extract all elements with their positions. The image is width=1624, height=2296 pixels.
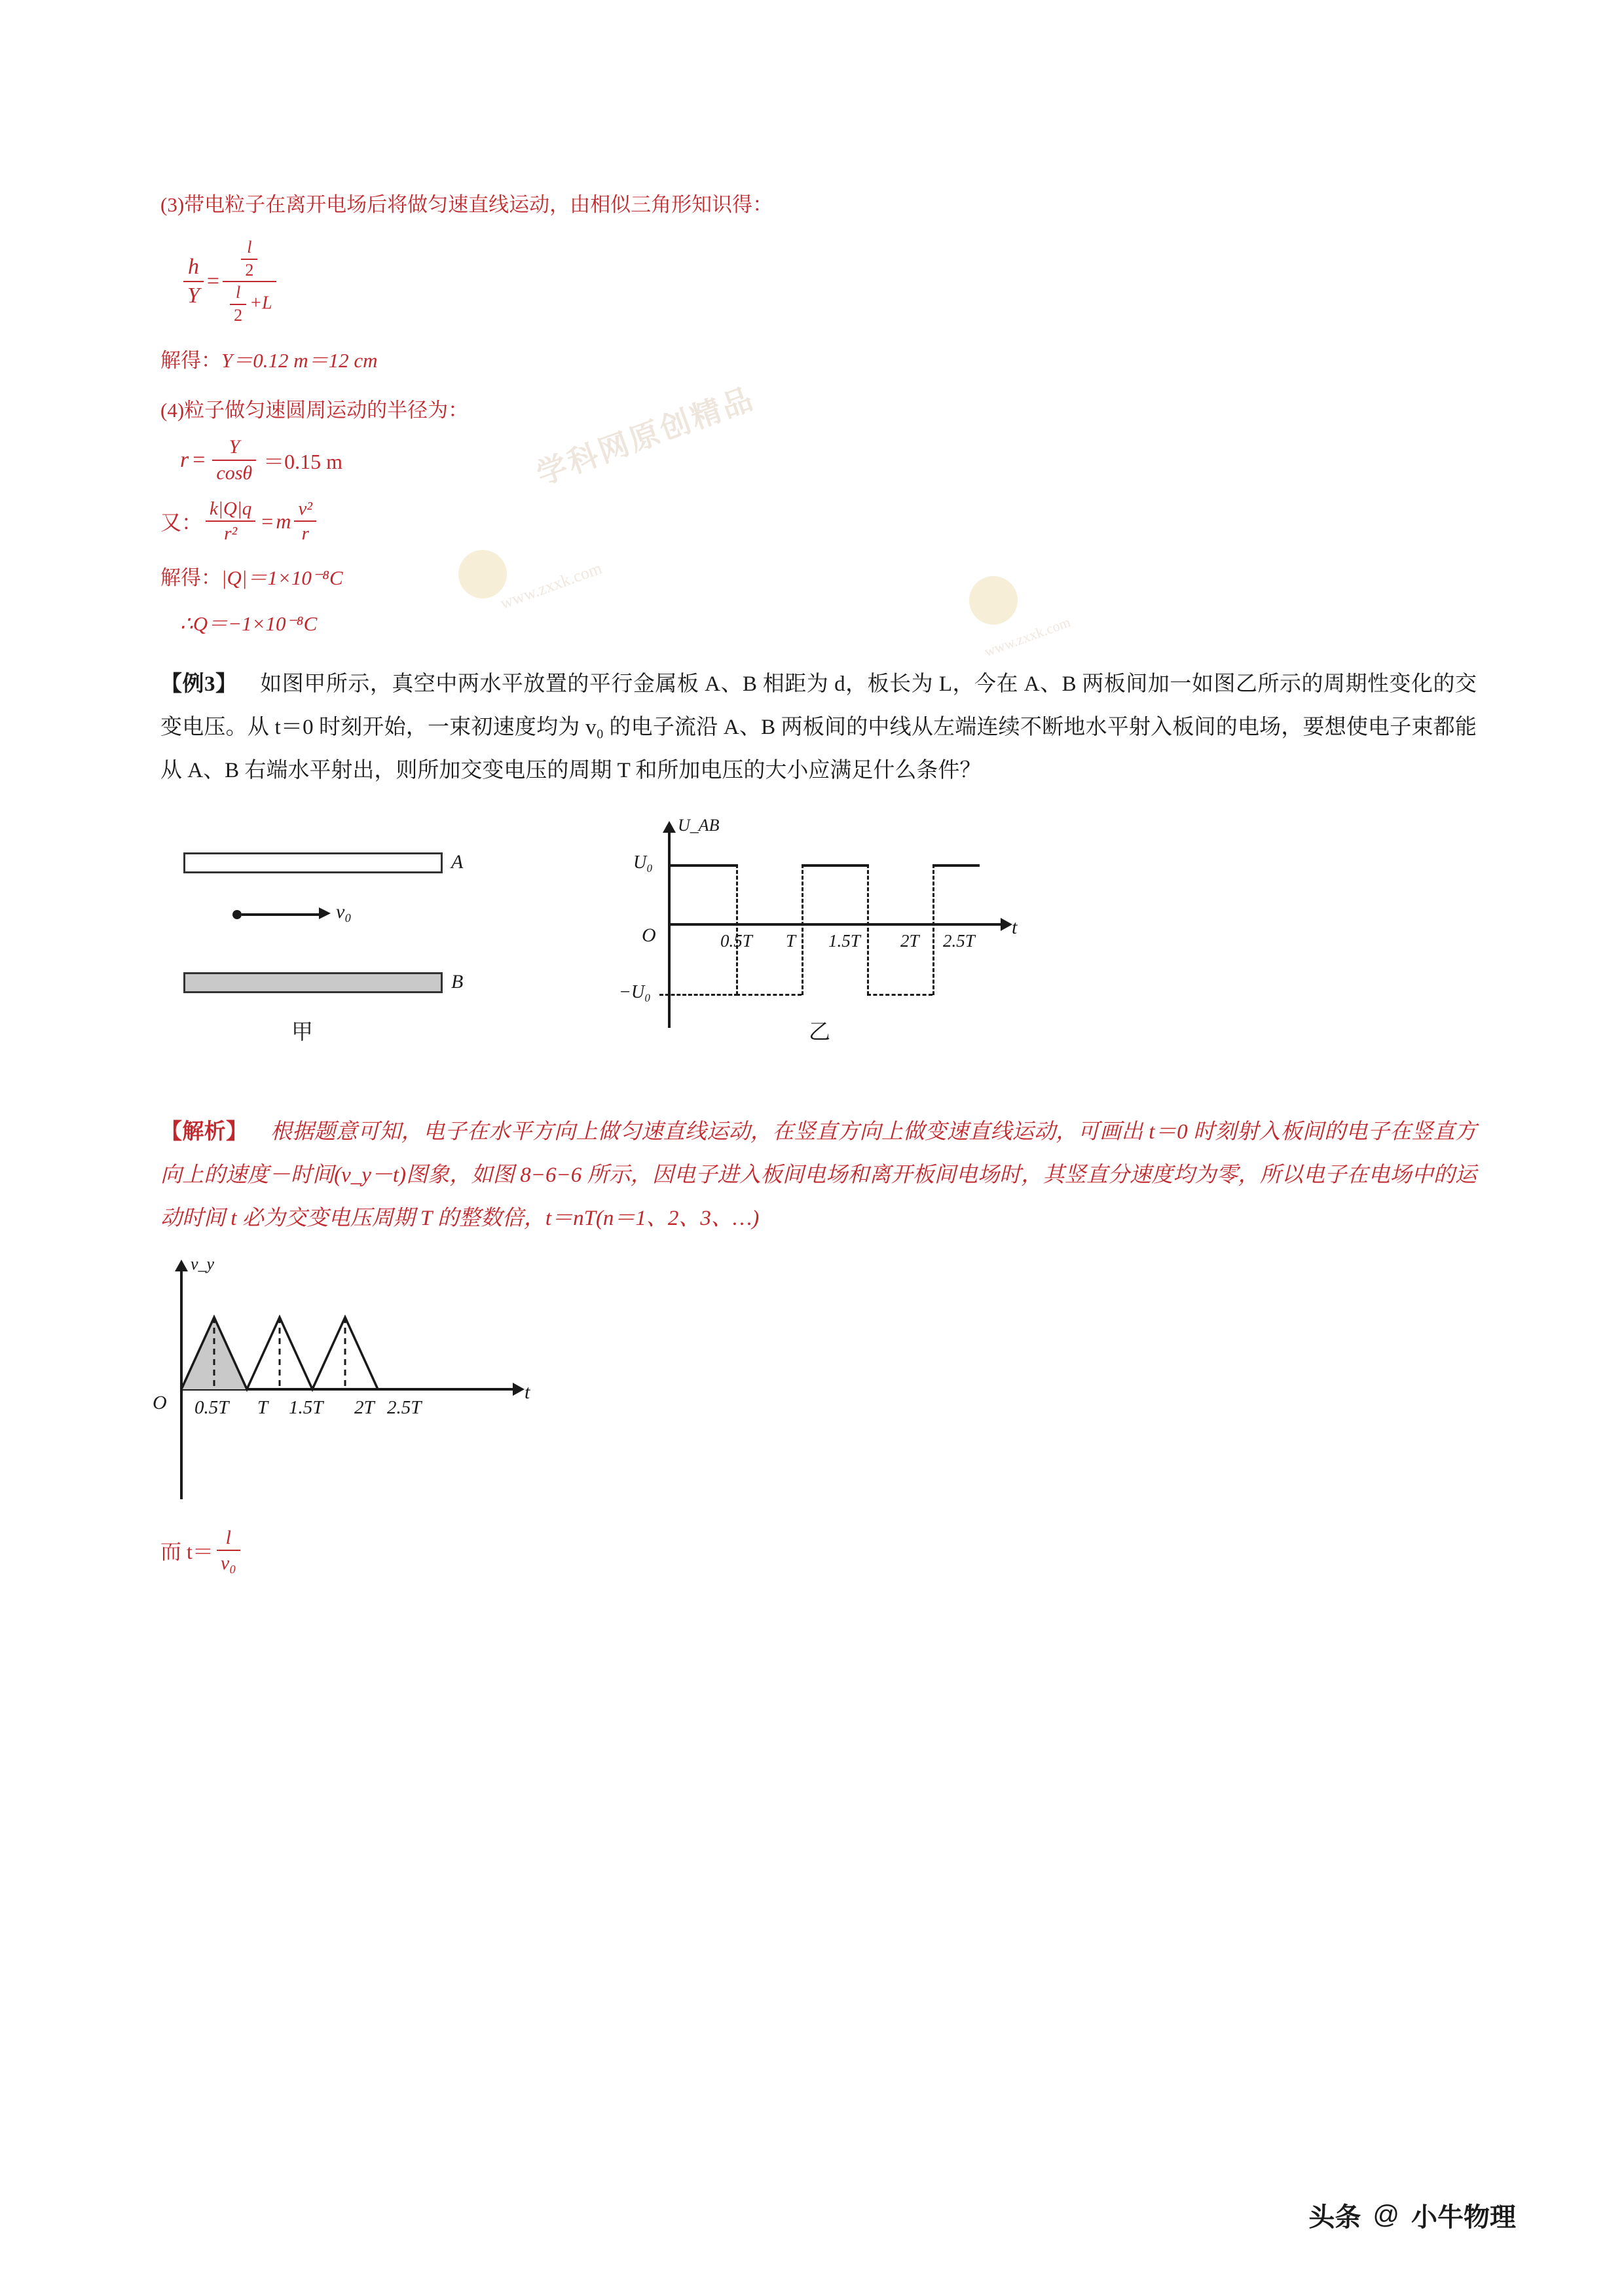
yi-x-axis-label: t (1012, 916, 1018, 938)
wave-high-1 (671, 864, 736, 867)
inner-den (223, 282, 276, 326)
inner-num (223, 237, 276, 282)
vy-origin-label: O (153, 1391, 167, 1413)
u0-guide (668, 864, 672, 866)
watermark-url: www.zxxk.com (982, 613, 1073, 660)
vy-y-axis-label: v_y (191, 1254, 215, 1273)
figure-jia-yi (160, 815, 1477, 1080)
footer-brand: 头条 (1308, 2203, 1361, 2232)
watermark-text: 学科网原创精品 (532, 381, 760, 492)
wave-edge-3 (867, 864, 869, 995)
r-den2: r (301, 523, 309, 545)
r-value: ＝0.15 m (263, 449, 343, 473)
r-num: Y (212, 435, 256, 461)
solution-3-equation (180, 237, 1477, 326)
figure-vy-t (153, 1254, 1477, 1512)
vy-tick-3: 2T (354, 1396, 375, 1418)
final-den: v₀ (220, 1552, 236, 1574)
frac-h: h (183, 253, 204, 283)
solution-4-radius-eq (180, 435, 1477, 485)
yi-x-axis-arrow-icon (1001, 918, 1012, 931)
vy-x-axis-label: t (525, 1381, 530, 1403)
vy-tick-2: 1.5T (289, 1396, 323, 1418)
yi-origin-label: O (642, 924, 656, 946)
watermark-url: www.zxxk.com (497, 558, 604, 613)
yi-x-axis (668, 923, 1002, 926)
solution-4-result (160, 563, 1477, 593)
yi-tick-0: 0.5T (720, 930, 752, 951)
minus-u0-guide (659, 994, 738, 996)
yi-minus-u0-label: −U₀ (619, 981, 651, 1002)
analysis-block (160, 1110, 1477, 1240)
vy-tick-0: 0.5T (194, 1396, 229, 1418)
inner-num-top: l (241, 237, 257, 260)
wave-low-1 (736, 994, 802, 996)
figure-jia-caption: 甲 (291, 1020, 313, 1044)
velocity-arrow-line (242, 913, 320, 916)
yi-u0-label: U₀ (633, 852, 653, 873)
vy-waveform (160, 1264, 527, 1512)
r-den: cosθ (216, 462, 253, 484)
wave-edge-1 (736, 864, 738, 995)
example-3-text: 如图甲所示，真空中两水平放置的平行金属板 A、B 相距为 d，板长为 L，今在 A、B 两板间加一如图乙所示的周期性变化的交变电压。从 t＝0 时刻开始，一束初速度均为 v₀ 的电子流沿 A、B 两板间的中线从左端连续不断地水平射入板间的电场，要想使电子束都能从 A、B 右端水平射出，则所加交变电压的周期 T 和所加电压的大小应满足什么条件？ (160, 672, 1477, 782)
wave-high-3 (932, 864, 980, 867)
force-num: k|Q|q (206, 497, 255, 522)
plate-a-label: A (451, 850, 464, 873)
inner-den-top: l (230, 282, 246, 305)
inner-den-bot: 2 (234, 305, 243, 325)
footer-account: 小牛物理 (1411, 2203, 1516, 2232)
result-value: |Q|＝1×10⁻⁸C (221, 566, 343, 589)
wave-high-2 (802, 864, 867, 867)
inner-num-bot: 2 (245, 260, 254, 280)
electron-dot-icon (232, 910, 242, 919)
final-num: l (217, 1525, 240, 1552)
v2-num: v² (294, 497, 316, 522)
equals-sign: = (261, 509, 274, 533)
footer-branding (1308, 2196, 1516, 2234)
equals-sign: = (193, 447, 206, 472)
yi-tick-2: 1.5T (828, 930, 860, 951)
force-den: r² (224, 523, 238, 545)
mass-symbol: m (276, 509, 291, 533)
plate-b-label: B (451, 970, 464, 993)
yi-y-axis-label: U_AB (678, 815, 720, 835)
wave-low-2 (867, 994, 932, 996)
result-label: 解得： (160, 349, 221, 372)
velocity-arrow-head-icon (319, 907, 331, 919)
solution-3-heading: (3)带电粒子在离开电场后将做匀速直线运动，由相似三角形知识得： (160, 193, 773, 216)
yi-tick-4: 2.5T (943, 930, 975, 951)
footer-at-symbol: @ (1373, 2200, 1399, 2229)
example-3-block (160, 663, 1477, 792)
inner-den-plus: +L (249, 293, 272, 314)
vy-tick-4: 2.5T (387, 1396, 422, 1418)
solution-4-heading: (4)粒子做匀速圆周运动的半径为： (160, 399, 469, 422)
solution-3-result (160, 346, 1477, 376)
yi-y-axis-arrow-icon (663, 821, 676, 833)
figure-yi-caption: 乙 (809, 1020, 830, 1044)
equals-sign: = (206, 269, 220, 293)
yi-y-axis (668, 831, 671, 1028)
plate-a (183, 852, 443, 873)
yi-tick-1: T (786, 930, 796, 951)
wave-edge-2 (802, 864, 803, 995)
plate-b (183, 972, 443, 993)
yi-tick-3: 2T (900, 930, 919, 951)
frac-Y: Y (187, 283, 200, 308)
result-label: 解得： (160, 566, 221, 589)
example-3-tag: 【例3】 (160, 672, 238, 696)
final-line (160, 1525, 1477, 1576)
wave-edge-4 (932, 864, 934, 995)
velocity-label: v₀ (336, 900, 352, 922)
vy-tick-1: T (257, 1396, 268, 1418)
final-prefix: 而 t＝ (160, 1540, 213, 1563)
analysis-text: 根据题意可知，电子在水平方向上做匀速直线运动，在竖直方向上做变速直线运动，可画出 t＝0 时刻射入板间的电子在竖直方向上的速度－时间(v_y－t)图象，如图 8−6−6 所示，因电子进入板间电场和离开板间电场时，其竖直分速度均为零，所以电子在电场中的运动时间 t 必为交变电压周期 T 的整数倍，t＝nT(n＝1、2、3、…) (160, 1120, 1477, 1230)
solution-4-force-eq (160, 497, 1477, 546)
result-value: Y＝0.12 m＝12 cm (221, 349, 378, 372)
document-content (153, 190, 1477, 1576)
r-symbol: r (180, 447, 189, 472)
you-label: 又： (160, 511, 203, 535)
solution-4-conclusion: ∴Q＝−1×10⁻⁸C (180, 611, 318, 635)
analysis-tag: 【解析】 (160, 1120, 248, 1144)
